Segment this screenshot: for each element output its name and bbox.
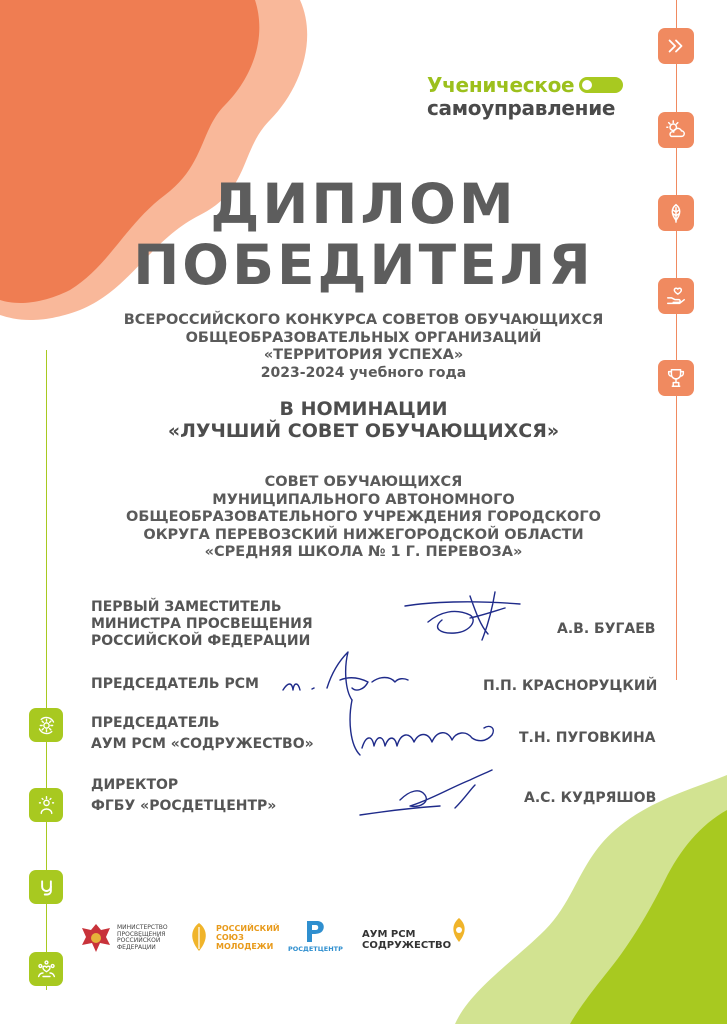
ministry-line2: ПРОСВЕЩЕНИЯ xyxy=(117,930,166,938)
winner-line5: «СРЕДНЯЯ ШКОЛА № 1 Г. ПЕРЕВОЗА» xyxy=(204,544,523,560)
lightbulb-person-icon xyxy=(36,795,57,816)
rail-icon-2 xyxy=(658,112,694,148)
signatory-4-title-line1: ДИРЕКТОР xyxy=(91,777,179,793)
contest-line2: ОБЩЕОБРАЗОВАТЕЛЬНЫХ ОРГАНИЗАЦИЙ xyxy=(185,329,542,346)
gear-cycle-icon xyxy=(36,715,57,736)
signatory-1-name: А.В. БУГАЕВ xyxy=(557,621,656,637)
logo-student-government xyxy=(427,74,623,120)
signatory-3-title xyxy=(91,715,314,753)
logo-line1: Ученическое xyxy=(427,73,575,97)
toggle-icon xyxy=(579,77,623,93)
brand-u-icon xyxy=(36,877,57,898)
partner-ministry xyxy=(79,921,168,955)
winner-line3: ОБЩЕОБРАЗОВАТЕЛЬНОГО УЧРЕЖДЕНИЯ ГОРОДСКОГО xyxy=(126,509,601,525)
left-rail-icon-3 xyxy=(29,870,63,904)
cloud-sun-icon xyxy=(665,119,687,141)
signatory-3-name: Т.Н. ПУГОВКИНА xyxy=(519,730,656,746)
ministry-line3: РОССИЙСКОЙ xyxy=(117,937,161,944)
rdc-logo-icon xyxy=(301,917,329,945)
contest-year: 2023-2024 учебного года xyxy=(260,364,467,381)
ministry-line1: МИНИСТЕРСТВО xyxy=(117,924,168,931)
signatory-4-title-line2: ФГБУ «РОСДЕТЦЕНТР» xyxy=(91,798,277,814)
rsm-line1: РОССИЙСКИЙ xyxy=(216,923,280,933)
signatory-2-title-line1: ПРЕДСЕДАТЕЛЬ РСМ xyxy=(91,676,259,692)
rdc-label: РОСДЕТЦЕНТР xyxy=(288,945,343,953)
signatory-3-title-line1: ПРЕДСЕДАТЕЛЬ xyxy=(91,715,220,731)
contest-block xyxy=(0,312,727,382)
winner-block xyxy=(0,474,727,562)
left-rail-icon-1 xyxy=(29,708,63,742)
signatory-3-title-line2: АУМ РСМ «СОДРУЖЕСТВО» xyxy=(91,736,314,752)
winner-line2: МУНИЦИПАЛЬНОГО АВТОНОМНОГО xyxy=(212,491,515,508)
rsm-line3: МОЛОДЕЖИ xyxy=(216,941,274,951)
hearts-group-icon xyxy=(36,959,57,980)
winner-line1: СОВЕТ ОБУЧАЮЩИХСЯ xyxy=(264,474,463,490)
winner-line4: ОКРУГА ПЕРЕВОЗСКИЙ НИЖЕГОРОДСКОЙ ОБЛАСТИ xyxy=(143,526,584,543)
diploma-title-line1: ДИПЛОМ xyxy=(210,172,517,236)
signatory-1-title-line2: МИНИСТРА ПРОСВЕЩЕНИЯ xyxy=(91,616,313,632)
ministry-line4: ФЕДЕРАЦИИ xyxy=(117,943,156,951)
signatory-1-title-line1: ПЕРВЫЙ ЗАМЕСТИТЕЛЬ xyxy=(91,599,282,615)
nomination-line2: «ЛУЧШИЙ СОВЕТ ОБУЧАЮЩИХСЯ» xyxy=(167,420,560,442)
nomination-block xyxy=(0,398,727,442)
signatory-2-title xyxy=(91,676,259,693)
partner-aum xyxy=(362,917,469,951)
left-rail-icon-4 xyxy=(29,952,63,986)
signatory-2-name: П.П. КРАСНОРУЦКИЙ xyxy=(483,678,658,694)
eagle-emblem-icon xyxy=(79,921,113,955)
rsm-leaf-icon xyxy=(187,921,211,953)
double-chevron-icon xyxy=(665,35,687,57)
signatory-4-title xyxy=(91,777,276,815)
signatory-4-name: А.С. КУДРЯШОВ xyxy=(524,790,657,806)
signatory-1-title-line3: РОССИЙСКОЙ ФЕДЕРАЦИИ xyxy=(91,633,311,649)
diploma-title-line2: ПОБЕДИТЕЛЯ xyxy=(133,233,594,297)
rsm-line2: СОЮЗ xyxy=(216,932,244,942)
contest-line1: ВСЕРОССИЙСКОГО КОНКУРСА СОВЕТОВ ОБУЧАЮЩИХСЯ xyxy=(123,312,604,328)
rail-icon-1 xyxy=(658,28,694,64)
logo-line2: самоуправление xyxy=(427,96,616,120)
contest-line3: «ТЕРРИТОРИЯ УСПЕХА» xyxy=(263,347,464,363)
aum-line2: СОДРУЖЕСТВО xyxy=(362,940,452,951)
aum-leaf-icon xyxy=(449,916,469,944)
signatory-1-title xyxy=(91,599,313,650)
aum-line1: АУМ РСМ xyxy=(362,929,416,940)
nomination-line1: В НОМИНАЦИИ xyxy=(279,398,448,420)
partner-rsm xyxy=(187,921,280,953)
left-rail-icon-2 xyxy=(29,788,63,822)
partner-rdc xyxy=(288,917,343,953)
